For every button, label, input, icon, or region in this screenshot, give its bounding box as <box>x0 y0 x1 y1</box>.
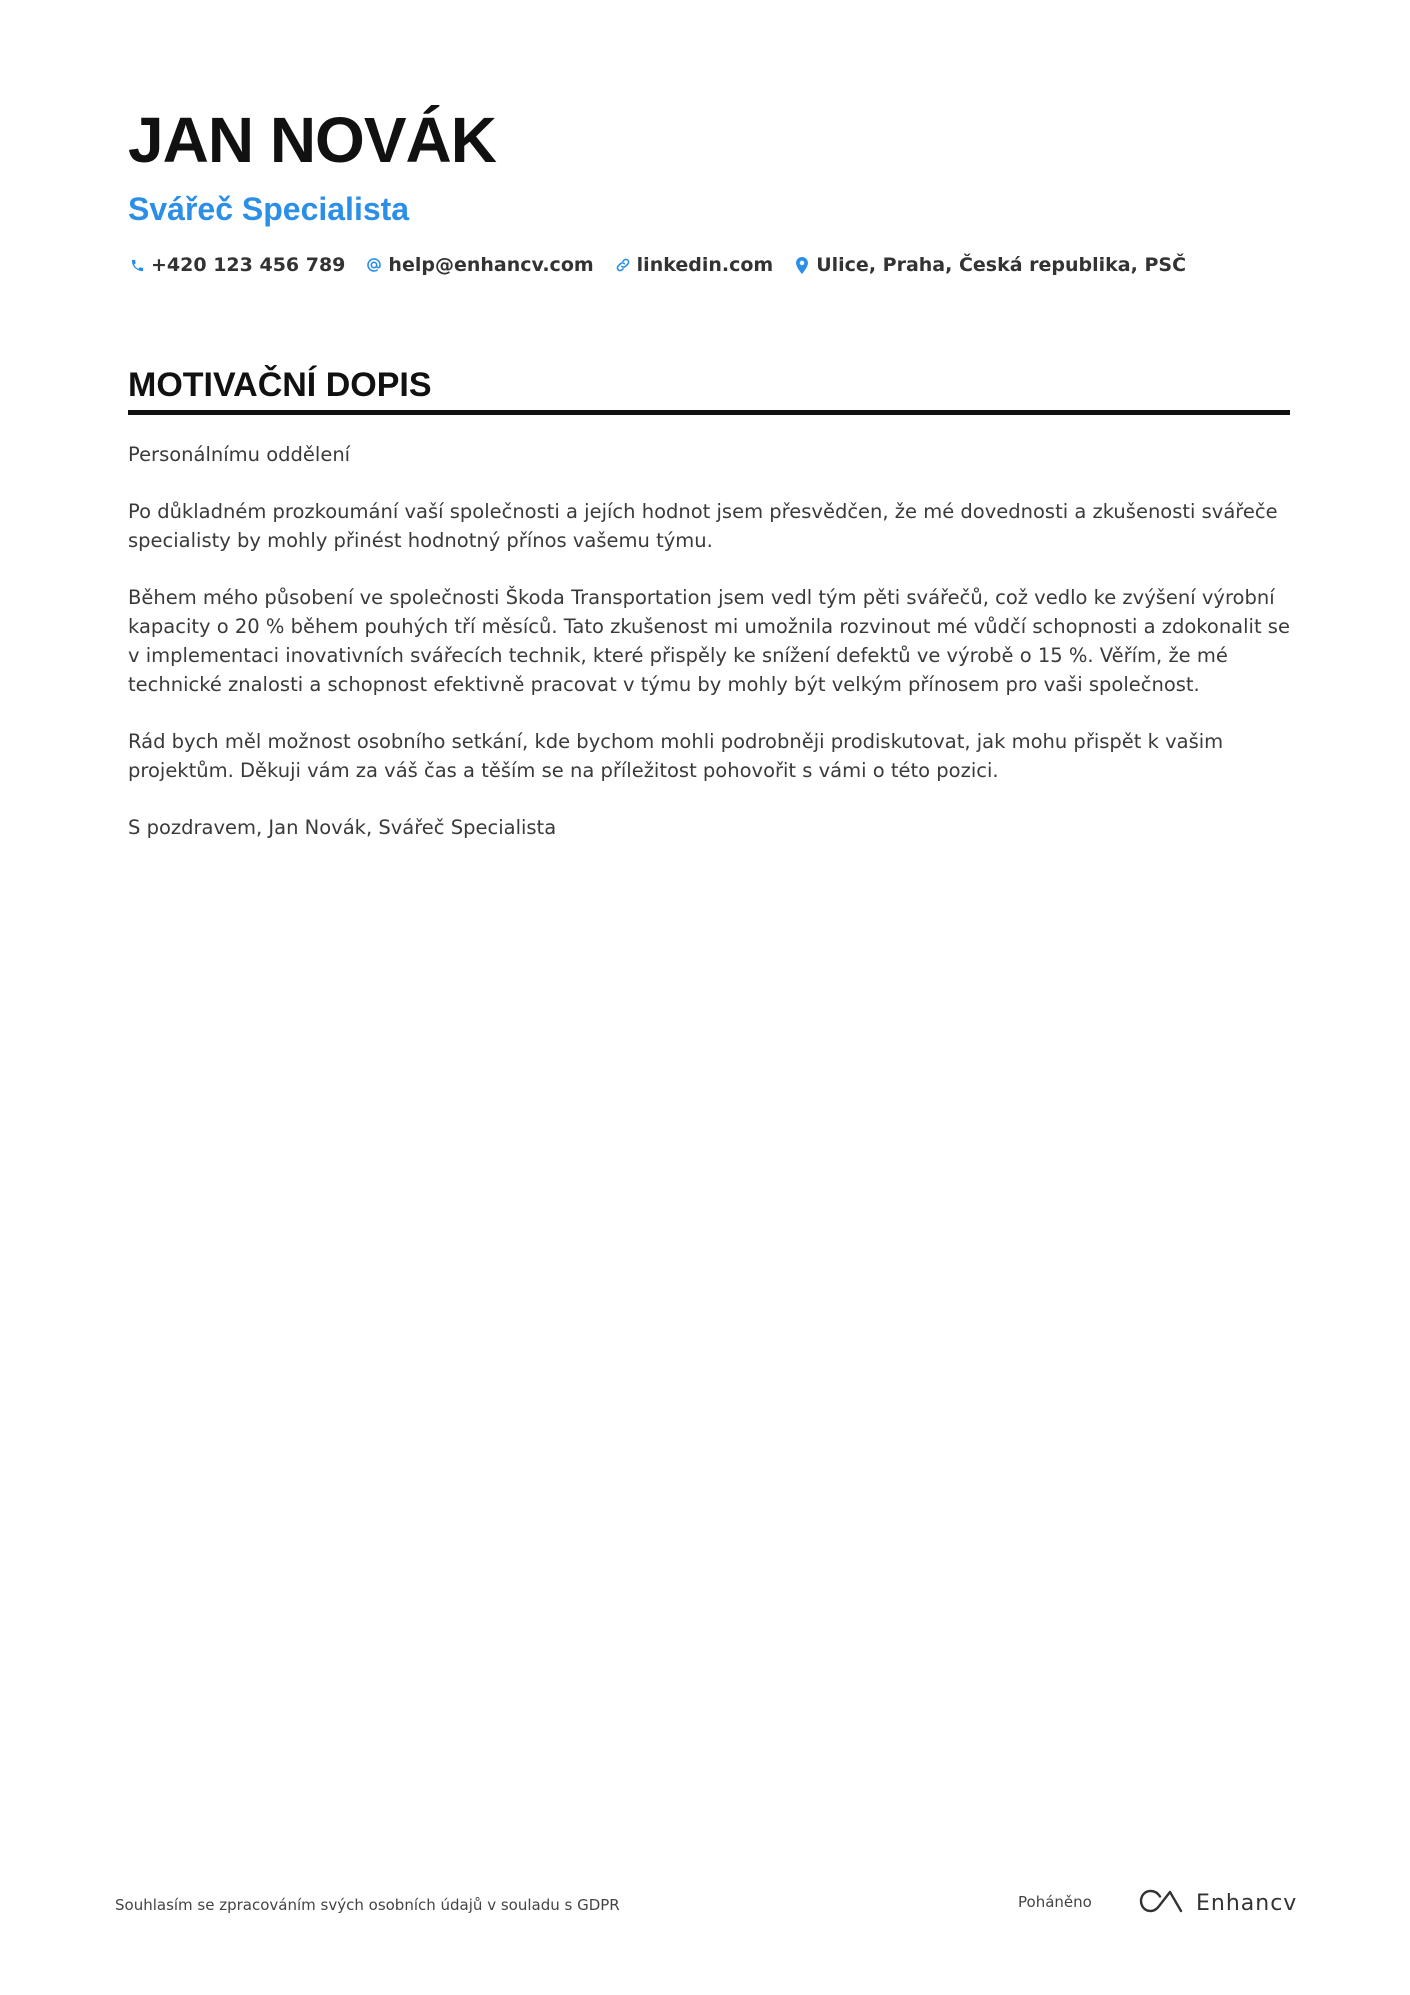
contact-phone-text: +420 123 456 789 <box>151 254 346 276</box>
powered-by-label: Poháněno <box>1018 1893 1092 1911</box>
link-icon <box>614 256 632 274</box>
contact-email-text: help@enhancv.com <box>388 254 594 276</box>
contact-linkedin-text: linkedin.com <box>636 254 774 276</box>
location-pin-icon <box>793 256 811 274</box>
at-icon <box>365 256 383 274</box>
contact-linkedin[interactable] <box>614 254 774 276</box>
letter-closing: S pozdravem, Jan Novák, Svářeč Specialista <box>128 816 557 839</box>
letter-body <box>128 440 1298 870</box>
letter-paragraph: Po důkladném prozkoumání vaší společnosti a jejích hodnot jsem přesvědčen, že mé dovednosti a zkušenosti svářeče specialisty by mohly přinést hodnotný přínos vašemu týmu. <box>128 500 1278 552</box>
letter-paragraph: Během mého působení ve společnosti Škoda Transportation jsem vedl tým pěti svářečů, což vedlo ke zvýšení výrobní kapacity o 20 % během pouhých tří měsíců. Tato zkušenost mi umožnila rozvinout mé vůdčí schopnosti a zdokonalit se v implementaci inovativních svářecích technik, které přispěly ke snížení defektů ve výrobě o 15 %. Věřím, že mé technické znalosti a schopnost efektivně pracovat v týmu by mohly být velkým přínosem pro vaši společnost. <box>128 586 1290 696</box>
contact-bar <box>128 254 1206 276</box>
letter-paragraph: Rád bych měl možnost osobního setkání, kde bychom mohli podrobněji prodiskutovat, jak mohu přispět k vašim projektům. Děkuji vám za váš čas a těším se na příležitost pohovořit s vámi o této pozici. <box>128 730 1224 782</box>
section-divider <box>128 410 1290 415</box>
gdpr-consent-text: Souhlasím se zpracováním svých osobních údajů v souladu s GDPR <box>115 1896 620 1914</box>
phone-icon <box>128 256 146 274</box>
enhancv-logo-icon <box>1138 1888 1186 1918</box>
contact-location <box>793 254 1186 276</box>
enhancv-logo-text: Enhancv <box>1196 1890 1298 1916</box>
section-title: MOTIVAČNÍ DOPIS <box>128 366 432 404</box>
contact-location-text: Ulice, Praha, Česká republika, PSČ <box>816 254 1187 276</box>
enhancv-logo[interactable] <box>1138 1888 1297 1918</box>
applicant-job-title: Svářeč Specialista <box>128 191 410 227</box>
contact-email[interactable] <box>365 254 593 276</box>
letter-greeting: Personálnímu oddělení <box>128 443 351 466</box>
applicant-name: JAN NOVÁK <box>128 104 496 176</box>
contact-phone[interactable] <box>128 254 345 276</box>
